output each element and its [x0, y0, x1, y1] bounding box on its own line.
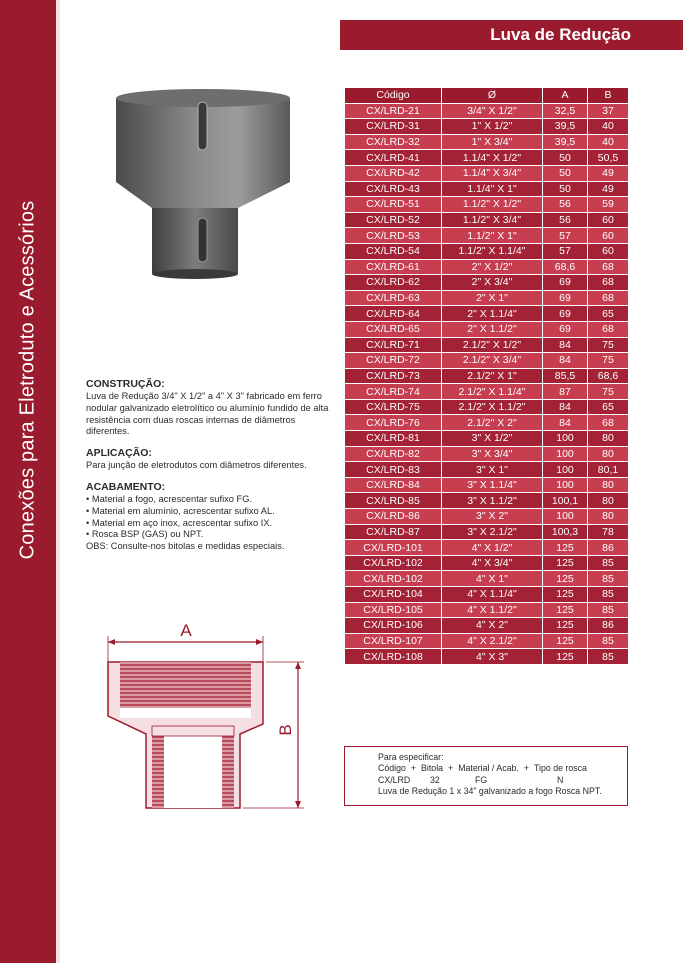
- cell-b: 40: [588, 134, 629, 150]
- cell-b: 49: [588, 181, 629, 197]
- table-row: [345, 165, 629, 181]
- cell-diameter: 1" X 3/4": [442, 134, 543, 150]
- table-row: [345, 368, 629, 384]
- cell-b: 65: [588, 306, 629, 322]
- cell-b: 80: [588, 509, 629, 525]
- cell-diameter: 2" X 1.1/2": [442, 321, 543, 337]
- acabamento-obs: OBS: Consulte-nos bitolas e medidas especiais.: [86, 541, 285, 552]
- cell-b: 75: [588, 384, 629, 400]
- table-row: [345, 228, 629, 244]
- cell-codigo: CX/LRD-81: [345, 431, 442, 447]
- cell-codigo: CX/LRD-31: [345, 119, 442, 135]
- cell-codigo: CX/LRD-54: [345, 243, 442, 259]
- list-item: • Material em alumínio, acrescentar sufixo AL.: [86, 506, 331, 518]
- table-row: [345, 306, 629, 322]
- construcao-heading: CONSTRUÇÃO:: [86, 378, 165, 390]
- cell-codigo: CX/LRD-76: [345, 415, 442, 431]
- cell-b: 49: [588, 165, 629, 181]
- cell-a: 100: [543, 462, 588, 478]
- list-item: • Rosca BSP (GAS) ou NPT.: [86, 529, 331, 541]
- cell-b: 85: [588, 649, 629, 665]
- product-photo: [100, 80, 300, 290]
- cell-diameter: 1.1/2" X 1.1/4": [442, 243, 543, 259]
- cell-diameter: 1.1/4" X 3/4": [442, 165, 543, 181]
- specify-formula: [378, 763, 627, 774]
- table-row: [345, 212, 629, 228]
- cell-a: 100: [543, 431, 588, 447]
- cell-a: 125: [543, 633, 588, 649]
- cell-diameter: 2" X 1": [442, 290, 543, 306]
- table-row: [345, 337, 629, 353]
- construcao-text: Luva de Redução 3/4" X 1/2" a 4" X 3" fabricado em ferro nodular galvanizado eletrolítico ou alumínio fundido de alta resistência com duas roscas internas de diâmetros diferentes.: [86, 391, 329, 437]
- cell-codigo: CX/LRD-72: [345, 353, 442, 369]
- cell-diameter: 3" X 1.1/4": [442, 477, 543, 493]
- cell-codigo: CX/LRD-43: [345, 181, 442, 197]
- formula-codigo: Código: [378, 763, 406, 774]
- cell-b: 68: [588, 259, 629, 275]
- cell-codigo: CX/LRD-82: [345, 446, 442, 462]
- cell-b: 59: [588, 197, 629, 213]
- cell-b: 68,6: [588, 368, 629, 384]
- table-row: [345, 259, 629, 275]
- cell-diameter: 4" X 1.1/2": [442, 602, 543, 618]
- col-header-diameter: Ø: [442, 88, 543, 104]
- cell-diameter: 3/4" X 1/2": [442, 103, 543, 119]
- cell-a: 84: [543, 353, 588, 369]
- cell-diameter: 2" X 3/4": [442, 275, 543, 291]
- cell-b: 68: [588, 275, 629, 291]
- cell-diameter: 3" X 1": [442, 462, 543, 478]
- col-header-b: B: [588, 88, 629, 104]
- table-row: [345, 649, 629, 665]
- cell-b: 80: [588, 431, 629, 447]
- cell-codigo: CX/LRD-83: [345, 462, 442, 478]
- side-stripe: [56, 0, 60, 963]
- cell-a: 50: [543, 165, 588, 181]
- cell-diameter: 1.1/4" X 1": [442, 181, 543, 197]
- cell-diameter: 3" X 1/2": [442, 431, 543, 447]
- cell-codigo: CX/LRD-74: [345, 384, 442, 400]
- cell-diameter: 1.1/2" X 3/4": [442, 212, 543, 228]
- cell-diameter: 4" X 1.1/4": [442, 587, 543, 603]
- cell-diameter: 2" X 1.1/4": [442, 306, 543, 322]
- cell-a: 84: [543, 399, 588, 415]
- cell-a: 50: [543, 181, 588, 197]
- cell-diameter: 2" X 1/2": [442, 259, 543, 275]
- cell-codigo: CX/LRD-108: [345, 649, 442, 665]
- cell-codigo: CX/LRD-71: [345, 337, 442, 353]
- cell-diameter: 1.1/2" X 1/2": [442, 197, 543, 213]
- cell-b: 85: [588, 571, 629, 587]
- table-row: [345, 399, 629, 415]
- col-header-codigo: Código: [345, 88, 442, 104]
- plus-sign: +: [410, 763, 417, 774]
- cell-b: 50,5: [588, 150, 629, 166]
- cell-a: 100: [543, 509, 588, 525]
- example-material: FG: [475, 774, 488, 785]
- cell-a: 39,5: [543, 134, 588, 150]
- cell-b: 75: [588, 337, 629, 353]
- table-row: [345, 587, 629, 603]
- table-row: [345, 633, 629, 649]
- cell-a: 69: [543, 290, 588, 306]
- cell-diameter: 2.1/2" X 2": [442, 415, 543, 431]
- table-row: [345, 493, 629, 509]
- cell-b: 80,1: [588, 462, 629, 478]
- cell-diameter: 4" X 1": [442, 571, 543, 587]
- cell-b: 68: [588, 290, 629, 306]
- cell-diameter: 3" X 2.1/2": [442, 524, 543, 540]
- cell-codigo: CX/LRD-62: [345, 275, 442, 291]
- cell-a: 57: [543, 228, 588, 244]
- cell-a: 50: [543, 150, 588, 166]
- cell-a: 125: [543, 555, 588, 571]
- acabamento-section: [86, 481, 331, 553]
- example-codigo: CX/LRD: [378, 774, 411, 785]
- table-row: [345, 509, 629, 525]
- cell-a: 100,1: [543, 493, 588, 509]
- cell-diameter: 2.1/2" X 1.1/2": [442, 399, 543, 415]
- cell-a: 100: [543, 446, 588, 462]
- table-row: [345, 353, 629, 369]
- cell-diameter: 3" X 3/4": [442, 446, 543, 462]
- formula-material: Material / Acab.: [458, 763, 519, 774]
- cell-diameter: 4" X 3/4": [442, 555, 543, 571]
- cell-a: 125: [543, 571, 588, 587]
- cell-b: 68: [588, 415, 629, 431]
- cell-diameter: 1" X 1/2": [442, 119, 543, 135]
- cell-codigo: CX/LRD-102: [345, 555, 442, 571]
- technical-drawing: [98, 612, 313, 812]
- acabamento-heading: ACABAMENTO:: [86, 480, 166, 493]
- table-row: [345, 446, 629, 462]
- table-row: [345, 602, 629, 618]
- cell-diameter: 4" X 2.1/2": [442, 633, 543, 649]
- cell-codigo: CX/LRD-101: [345, 540, 442, 556]
- table-row: [345, 103, 629, 119]
- cell-codigo: CX/LRD-85: [345, 493, 442, 509]
- cell-codigo: CX/LRD-105: [345, 602, 442, 618]
- specify-box: [344, 746, 628, 806]
- cell-a: 84: [543, 415, 588, 431]
- cell-a: 125: [543, 649, 588, 665]
- table-row: [345, 462, 629, 478]
- cell-codigo: CX/LRD-42: [345, 165, 442, 181]
- cell-b: 40: [588, 119, 629, 135]
- cell-codigo: CX/LRD-64: [345, 306, 442, 322]
- table-row: [345, 477, 629, 493]
- list-item: • Material em aço inox, acrescentar sufixo IX.: [86, 518, 331, 530]
- description-block: [86, 378, 331, 562]
- cell-b: 86: [588, 540, 629, 556]
- table-row: [345, 275, 629, 291]
- cell-b: 37: [588, 103, 629, 119]
- cell-codigo: CX/LRD-21: [345, 103, 442, 119]
- cell-codigo: CX/LRD-53: [345, 228, 442, 244]
- aplicacao-heading: APLICAÇÃO:: [86, 447, 152, 460]
- table-row: [345, 119, 629, 135]
- side-band: [0, 0, 56, 963]
- table-row: [345, 618, 629, 634]
- cell-b: 80: [588, 446, 629, 462]
- cell-b: 86: [588, 618, 629, 634]
- table-row: [345, 524, 629, 540]
- table-row: [345, 197, 629, 213]
- table-header-row: [345, 88, 629, 104]
- cell-a: 57: [543, 243, 588, 259]
- table-row: [345, 384, 629, 400]
- cell-b: 80: [588, 477, 629, 493]
- cell-codigo: CX/LRD-63: [345, 290, 442, 306]
- cell-codigo: CX/LRD-32: [345, 134, 442, 150]
- plus-sign: +: [523, 763, 529, 774]
- cell-codigo: CX/LRD-84: [345, 477, 442, 493]
- cell-codigo: CX/LRD-65: [345, 321, 442, 337]
- example-rosca: N: [557, 774, 564, 785]
- cell-a: 84: [543, 337, 588, 353]
- cell-diameter: 2.1/2" X 3/4": [442, 353, 543, 369]
- table-row: [345, 150, 629, 166]
- cell-b: 60: [588, 228, 629, 244]
- cell-codigo: CX/LRD-87: [345, 524, 442, 540]
- list-item: • Material a fogo, acrescentar sufixo FG.: [86, 494, 331, 506]
- cell-diameter: 4" X 3": [442, 649, 543, 665]
- cell-b: 75: [588, 353, 629, 369]
- table-row: [345, 431, 629, 447]
- table-row: [345, 243, 629, 259]
- col-header-a: A: [543, 88, 588, 104]
- spec-table: [344, 87, 629, 665]
- cell-diameter: 3" X 1.1/2": [442, 493, 543, 509]
- cell-a: 87: [543, 384, 588, 400]
- plus-sign: +: [448, 763, 454, 774]
- cell-a: 69: [543, 321, 588, 337]
- table-row: [345, 321, 629, 337]
- table-row: [345, 290, 629, 306]
- cell-codigo: CX/LRD-61: [345, 259, 442, 275]
- cell-a: 85,5: [543, 368, 588, 384]
- cell-b: 60: [588, 243, 629, 259]
- cell-a: 32,5: [543, 103, 588, 119]
- acabamento-list: [86, 494, 331, 541]
- cell-codigo: CX/LRD-73: [345, 368, 442, 384]
- cell-a: 125: [543, 587, 588, 603]
- cell-b: 85: [588, 602, 629, 618]
- table-row: [345, 571, 629, 587]
- specify-example: [378, 775, 627, 786]
- cell-diameter: 2.1/2" X 1": [442, 368, 543, 384]
- aplicacao-section: [86, 447, 331, 472]
- cell-a: 56: [543, 212, 588, 228]
- cell-a: 68,6: [543, 259, 588, 275]
- cell-a: 125: [543, 602, 588, 618]
- label-b: B: [276, 724, 295, 736]
- formula-bitola: Bitola: [421, 763, 444, 774]
- cell-b: 78: [588, 524, 629, 540]
- cell-codigo: CX/LRD-52: [345, 212, 442, 228]
- specify-title: Para especificar:: [378, 752, 444, 762]
- specify-description: Luva de Redução 1 x 34" galvanizado a fogo Rosca NPT.: [378, 785, 602, 796]
- cell-diameter: 1.1/2" X 1": [442, 228, 543, 244]
- cell-a: 125: [543, 618, 588, 634]
- sidebar-title: Conexões para Eletroduto e Acessórios: [16, 200, 39, 560]
- table-row: [345, 555, 629, 571]
- table-row: [345, 181, 629, 197]
- dimension-a: [108, 621, 263, 662]
- cell-a: 39,5: [543, 119, 588, 135]
- table-row: [345, 540, 629, 556]
- example-bitola: 32: [430, 774, 440, 785]
- cell-b: 80: [588, 493, 629, 509]
- cell-diameter: 2.1/2" X 1.1/4": [442, 384, 543, 400]
- fitting-section: [108, 662, 263, 808]
- cell-codigo: CX/LRD-107: [345, 633, 442, 649]
- cell-b: 85: [588, 633, 629, 649]
- cell-codigo: CX/LRD-75: [345, 399, 442, 415]
- cell-b: 68: [588, 321, 629, 337]
- cell-a: 125: [543, 540, 588, 556]
- construcao-section: [86, 378, 331, 438]
- cell-codigo: CX/LRD-104: [345, 587, 442, 603]
- cell-codigo: CX/LRD-86: [345, 509, 442, 525]
- cell-b: 65: [588, 399, 629, 415]
- label-a: A: [180, 621, 192, 640]
- cell-diameter: 3" X 2": [442, 509, 543, 525]
- table-row: [345, 415, 629, 431]
- cell-a: 56: [543, 197, 588, 213]
- cell-diameter: 4" X 2": [442, 618, 543, 634]
- cell-codigo: CX/LRD-51: [345, 197, 442, 213]
- cell-b: 85: [588, 555, 629, 571]
- cell-codigo: CX/LRD-106: [345, 618, 442, 634]
- aplicacao-text: Para junção de eletrodutos com diâmetros diferentes.: [86, 460, 307, 471]
- cell-a: 69: [543, 275, 588, 291]
- cell-diameter: 4" X 1/2": [442, 540, 543, 556]
- cell-diameter: 2.1/2" X 1/2": [442, 337, 543, 353]
- cell-a: 100: [543, 477, 588, 493]
- formula-rosca: Tipo de rosca: [533, 763, 587, 774]
- table-row: [345, 134, 629, 150]
- cell-diameter: 1.1/4" X 1/2": [442, 150, 543, 166]
- page-title: Luva de Redução: [340, 20, 683, 50]
- cell-codigo: CX/LRD-102: [345, 571, 442, 587]
- cell-a: 100,3: [543, 524, 588, 540]
- cell-codigo: CX/LRD-41: [345, 150, 442, 166]
- cell-b: 60: [588, 212, 629, 228]
- cell-a: 69: [543, 306, 588, 322]
- cell-b: 85: [588, 587, 629, 603]
